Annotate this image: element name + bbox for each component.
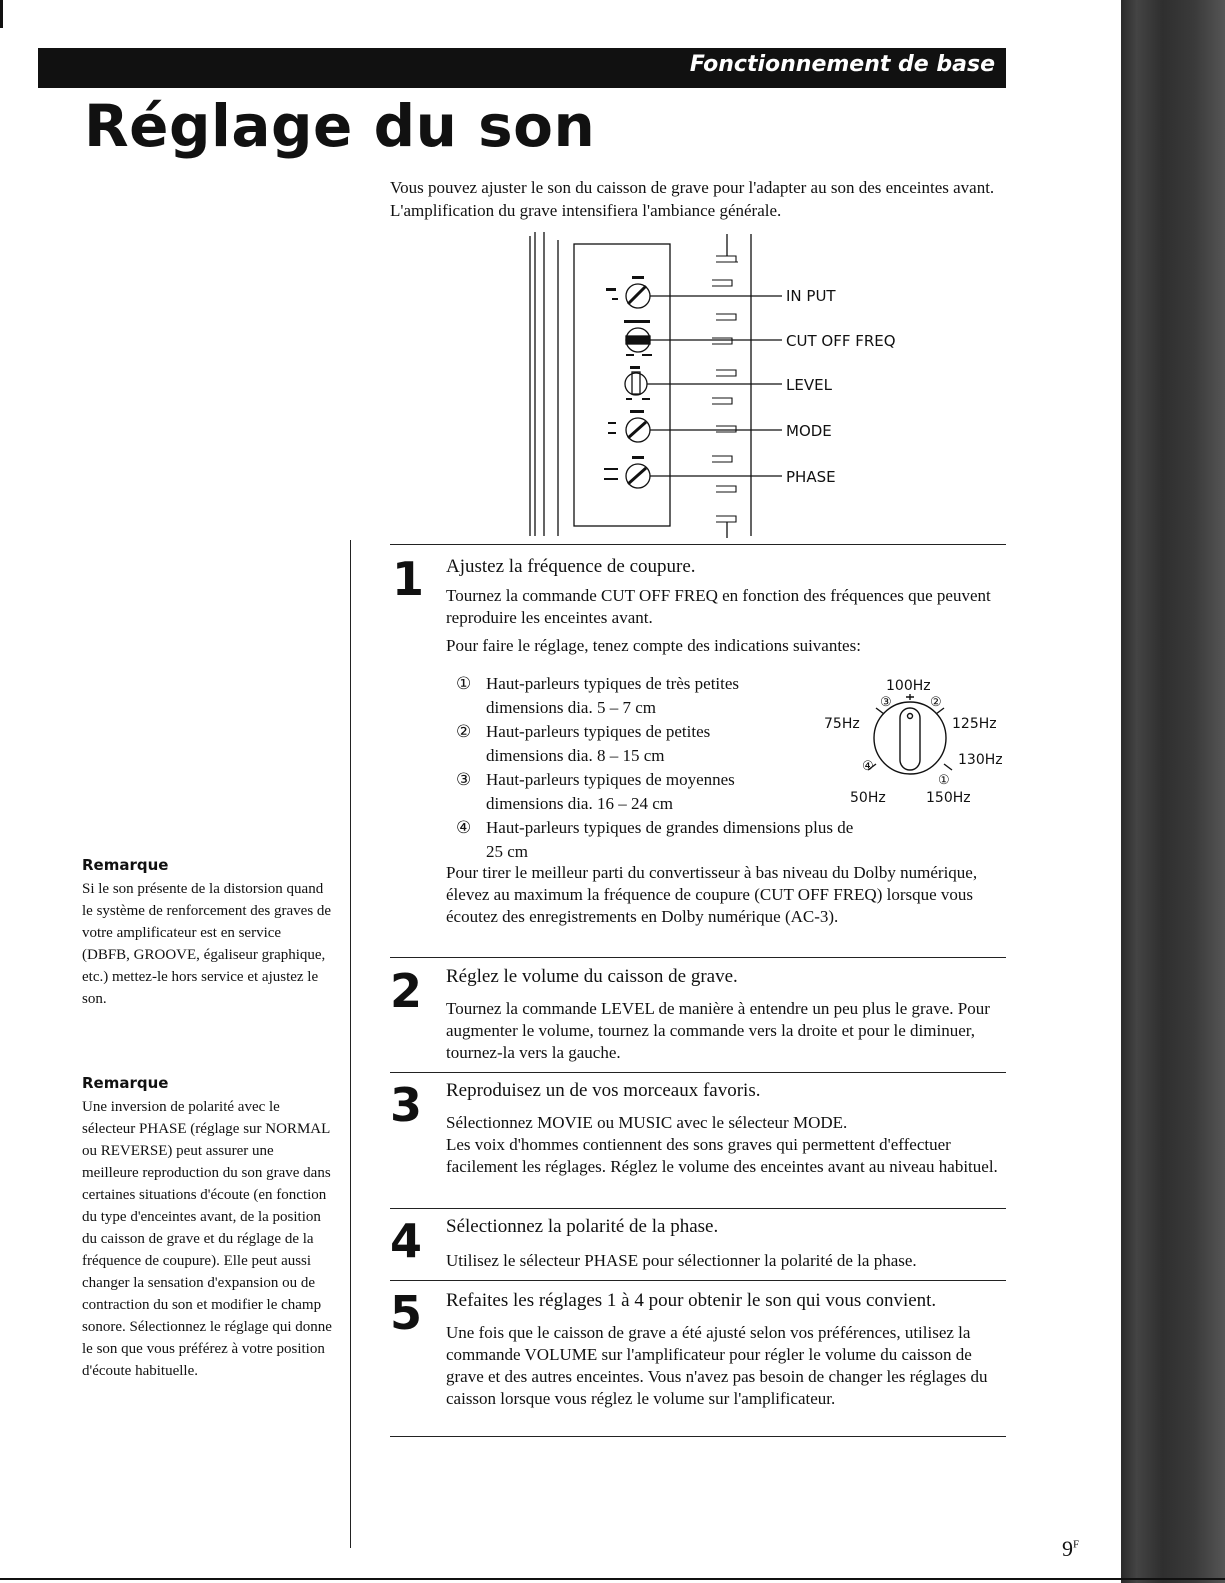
- dial-label-100hz: 100Hz: [886, 678, 931, 694]
- item-text: Haut-parleurs typiques de petites dimensions dia. 8 – 15 cm: [486, 722, 711, 765]
- step-title: Refaites les réglages 1 à 4 pour obtenir le son qui vous convient.: [446, 1290, 937, 1311]
- divider: [390, 1072, 1006, 1073]
- dial-mark-1: ①: [938, 773, 950, 788]
- step-number: 2: [390, 964, 423, 1018]
- diagram-label-mode: MODE: [786, 422, 832, 440]
- item-marker: ③: [456, 770, 472, 789]
- item-text: Haut-parleurs typiques de grandes dimensions plus de 25 cm: [486, 818, 854, 861]
- dial-label-130hz: 130Hz: [958, 752, 1003, 768]
- bottom-border: [0, 1578, 1225, 1580]
- step-paragraph: Pour tirer le meilleur parti du convertisseur à bas niveau du Dolby numérique, élevez au maximum la fréquence de coupure (CUT OFF FREQ) lorsque vous écoutez des enregistrements en Dolby numérique (AC-3).: [446, 863, 978, 926]
- step-title: Sélectionnez la polarité de la phase.: [446, 1216, 719, 1237]
- step-paragraph: Les voix d'hommes contiennent des sons graves qui permettent d'effectuer facilement les réglages. Réglez le volume des enceintes avant au niveau habituel.: [446, 1135, 998, 1176]
- list-item: [456, 816, 876, 864]
- diagram-label-input: IN PUT: [786, 287, 836, 305]
- divider: [390, 1208, 1006, 1209]
- page-number-value: 9: [1062, 1536, 1073, 1561]
- item-text: Haut-parleurs typiques de très petites dimensions dia. 5 – 7 cm: [486, 674, 740, 717]
- note-title: Remarque: [82, 856, 169, 874]
- dial-mark-2: ②: [930, 695, 942, 710]
- diagram-label-level: LEVEL: [786, 376, 832, 394]
- item-marker: ②: [456, 722, 472, 741]
- divider: [390, 1436, 1006, 1437]
- speaker-size-list: [456, 672, 876, 864]
- step-number: 1: [392, 552, 425, 606]
- list-item: [456, 720, 876, 768]
- dial-label-50hz: 50Hz: [850, 790, 886, 806]
- dial-label-150hz: 150Hz: [926, 790, 971, 806]
- step-paragraph: Tournez la commande LEVEL de manière à entendre un peu plus le grave. Pour augmenter le volume, tournez la commande vers la droite et pour le diminuer, tournez-la vers la gauche.: [446, 999, 990, 1062]
- divider: [390, 544, 1006, 545]
- divider: [390, 957, 1006, 958]
- item-marker: ④: [456, 818, 472, 837]
- step-title: Ajustez la fréquence de coupure.: [446, 556, 696, 577]
- page-title: Réglage du son: [84, 92, 596, 160]
- step-paragraph: Sélectionnez MOVIE ou MUSIC avec le sélecteur MODE.: [446, 1113, 848, 1132]
- divider: [390, 1280, 1006, 1281]
- item-marker: ①: [456, 674, 472, 693]
- step-number: 5: [390, 1286, 423, 1340]
- diagram-label-cutoff: CUT OFF FREQ: [786, 332, 896, 350]
- page-edge-strip: [1121, 0, 1225, 1583]
- list-item: [456, 768, 876, 816]
- section-header-title: Fonctionnement de base: [689, 52, 995, 77]
- note-text: Une inversion de polarité avec le sélecteur PHASE (réglage sur NORMAL ou REVERSE) peut assurer une meilleure reproduction du son grave dans certaines situations d'écoute (en fonction du type d'enceintes avant, de la position du caisson de grave et du réglage de la fréquence de coupure). Elle peut aussi changer la sensation d'expansion ou de contraction du son et modifier le champ sonore. Sélectionnez le réglage qui donne le son que vous préférez à votre position d'écoute habituelle.: [82, 1099, 332, 1379]
- step-paragraph: Une fois que le caisson de grave a été ajusté selon vos préférences, utilisez la commande VOLUME sur l'amplificateur pour régler le volume du caisson de grave et des autres enceintes. Vous n'avez pas besoin de changer les réglages du caisson lorsque vous réglez le volume sur l'amplificateur.: [446, 1323, 988, 1408]
- dial-mark-3: ③: [880, 695, 892, 710]
- dial-mark-4: ④: [862, 759, 874, 774]
- column-divider: [350, 540, 351, 1548]
- step-paragraph: Pour faire le réglage, tenez compte des indications suivantes:: [446, 636, 861, 655]
- diagram-label-phase: PHASE: [786, 468, 836, 486]
- note-text: Si le son présente de la distorsion quand le système de renforcement des graves de votre amplificateur est en service (DBFB, GROOVE, égaliseur graphique, etc.) mettez-le hors service et ajustez le son.: [82, 881, 332, 1007]
- step-number: 3: [390, 1078, 423, 1132]
- step-paragraph: Tournez la commande CUT OFF FREQ en fonction des fréquences que peuvent reproduire les enceintes avant.: [446, 586, 991, 627]
- page-number-suffix: F: [1073, 1538, 1080, 1551]
- step-title: Reproduisez un de vos morceaux favoris.: [446, 1080, 761, 1101]
- margin-mark: [0, 0, 3, 28]
- list-item: [456, 672, 876, 720]
- dial-label-125hz: 125Hz: [952, 716, 997, 732]
- control-panel-diagram: [520, 226, 920, 540]
- step-number: 4: [390, 1214, 423, 1268]
- intro-paragraph: Vous pouvez ajuster le son du caisson de grave pour l'adapter au son des enceintes avant. L'amplification du grave intensifiera l'ambiance générale.: [390, 178, 995, 220]
- item-text: Haut-parleurs typiques de moyennes dimensions dia. 16 – 24 cm: [486, 770, 735, 813]
- note-title: Remarque: [82, 1074, 169, 1092]
- step-title: Réglez le volume du caisson de grave.: [446, 966, 738, 987]
- dial-label-75hz: 75Hz: [824, 716, 860, 732]
- step-paragraph: Utilisez le sélecteur PHASE pour sélectionner la polarité de la phase.: [446, 1251, 917, 1270]
- cutoff-frequency-dial: [818, 672, 1018, 812]
- page-number: [1062, 1536, 1079, 1562]
